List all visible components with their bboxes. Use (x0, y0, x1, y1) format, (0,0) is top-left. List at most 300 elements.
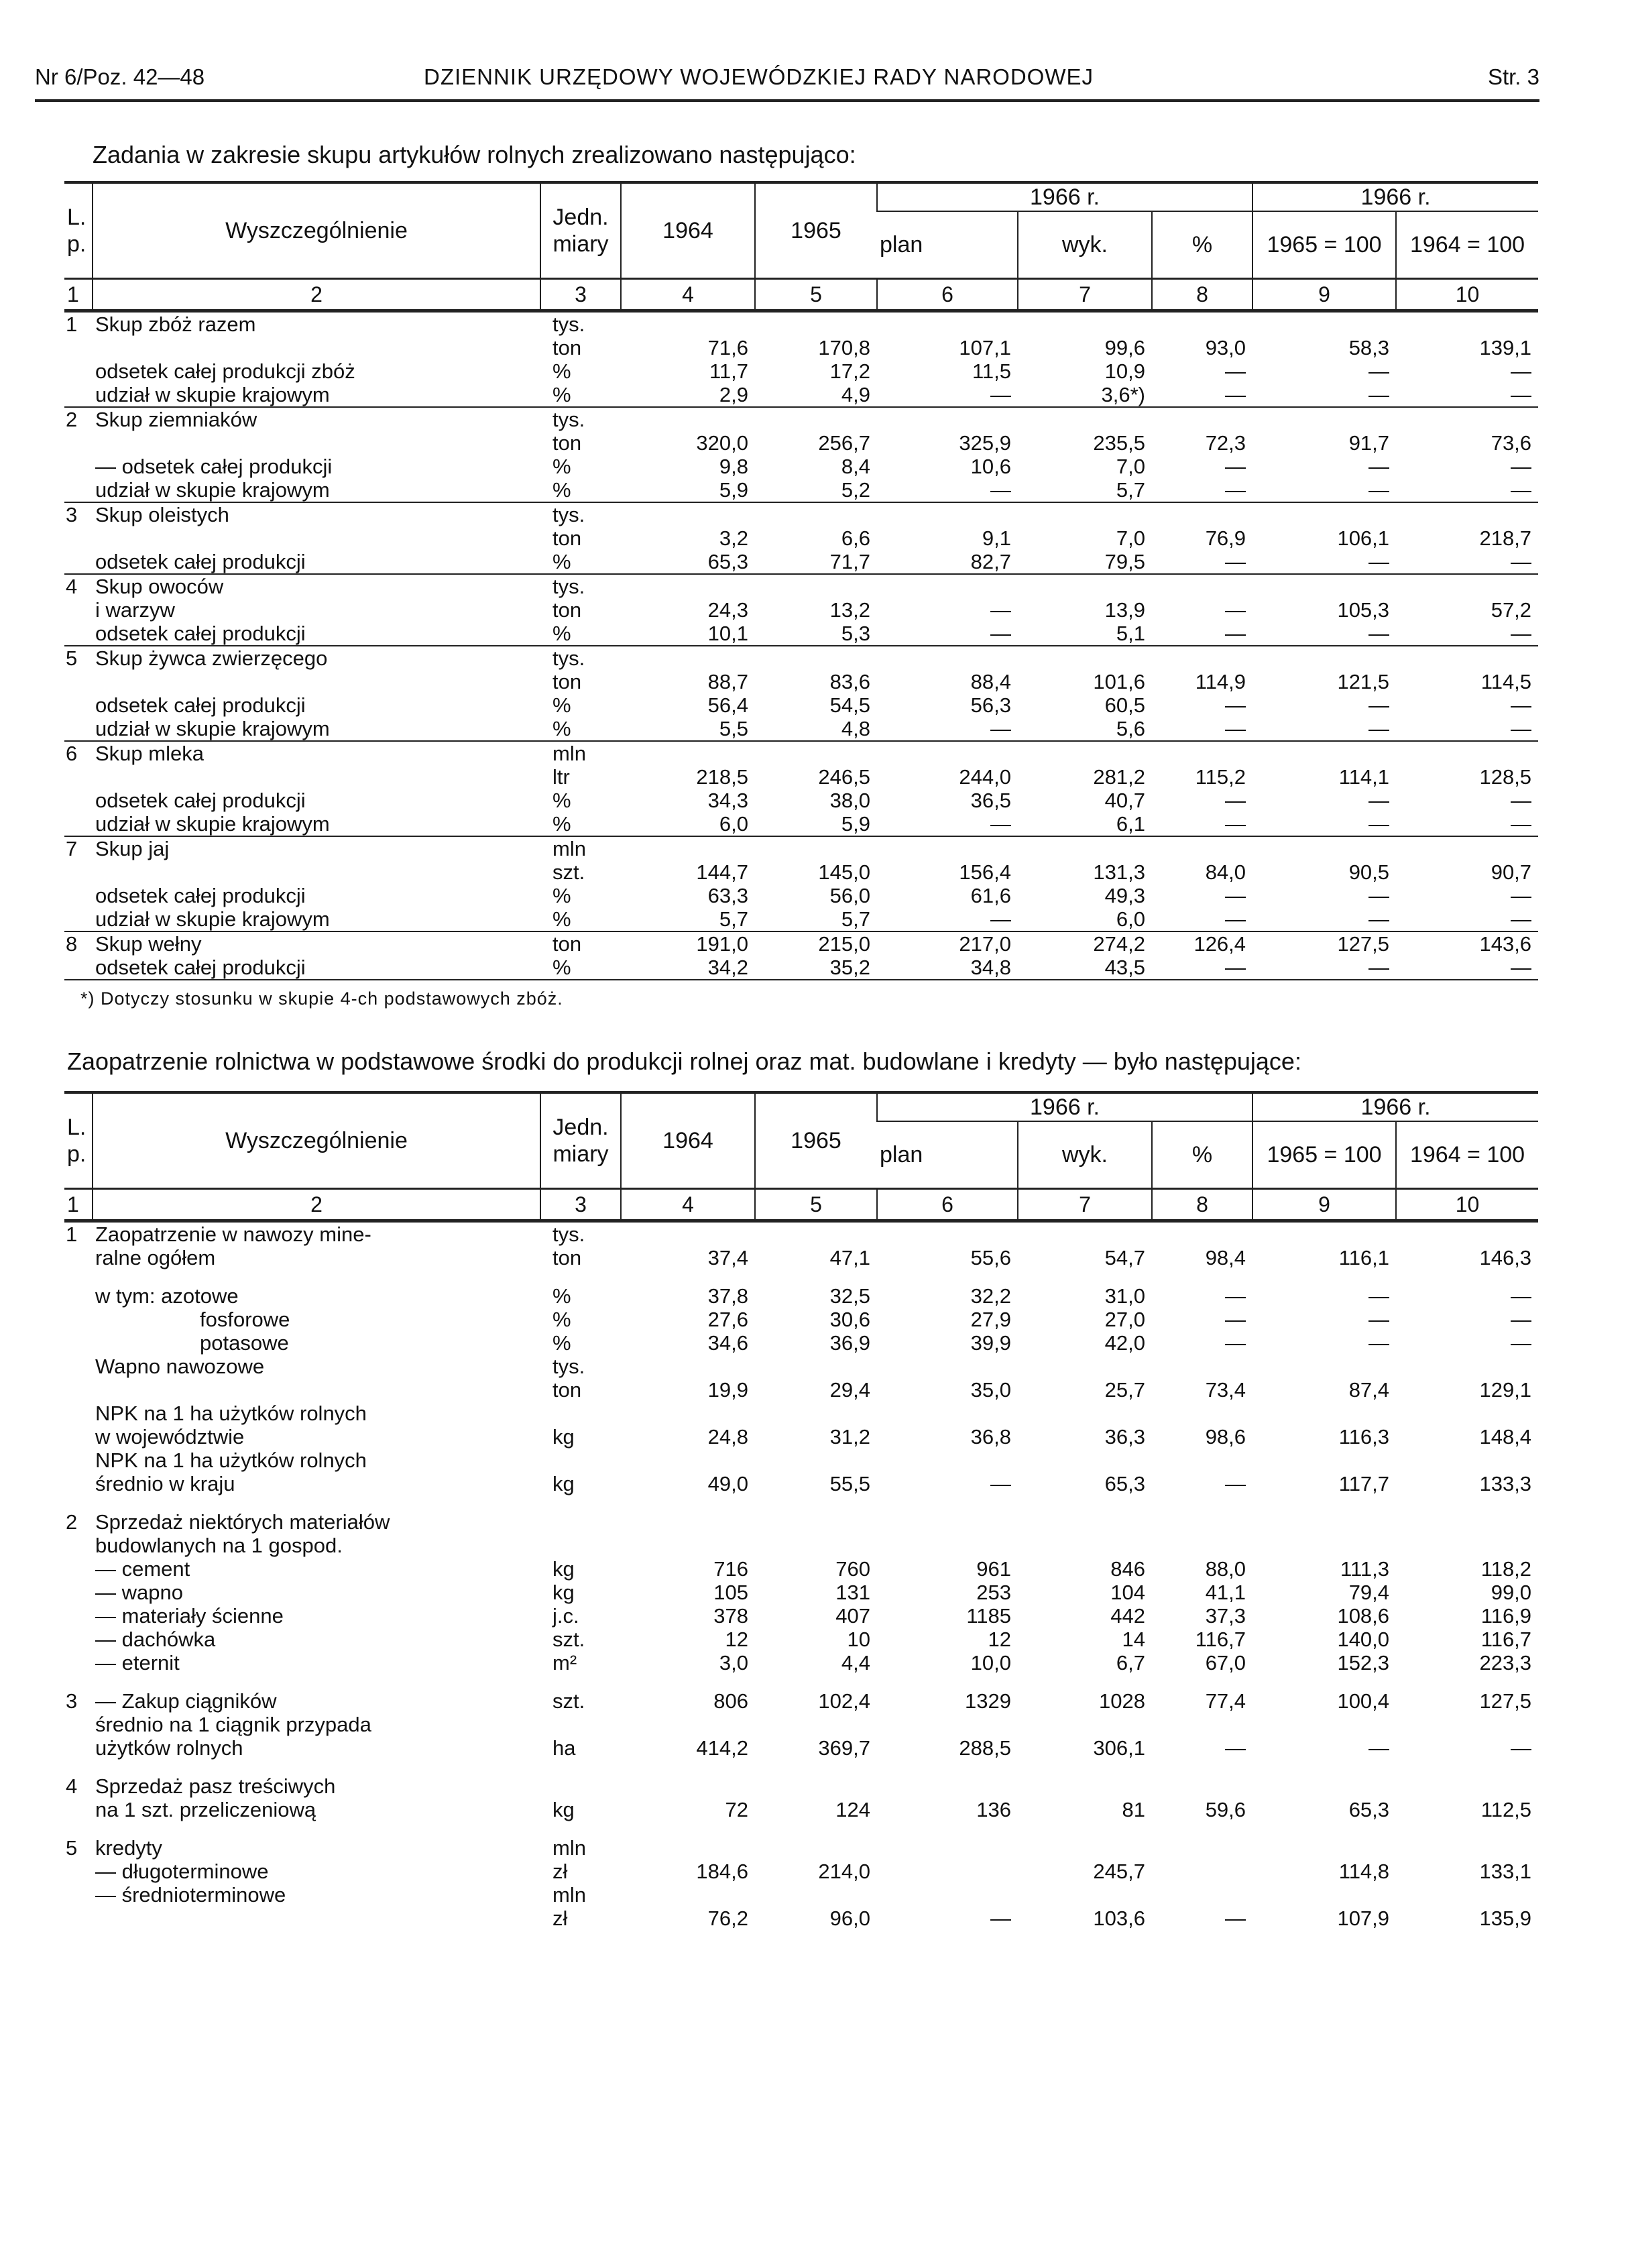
col-1965: 1965 (755, 1092, 877, 1188)
cell-value (621, 502, 755, 526)
purchase-row (64, 693, 1538, 717)
cell-value (877, 407, 1018, 431)
cell-value (1252, 1534, 1396, 1557)
cell-value (1152, 1774, 1252, 1798)
row-unit: zł (552, 1859, 568, 1883)
cell-value: 846 (1110, 1556, 1145, 1581)
row-unit: j.c. (552, 1603, 579, 1628)
cell-value: 37,3 (1205, 1603, 1246, 1628)
row-unit: kg (552, 1797, 575, 1821)
row-number: 2 (66, 1510, 78, 1534)
cell-value (621, 836, 755, 860)
header-issue: Nr 6/Poz. 42—48 (35, 64, 205, 89)
cell-value: — (1252, 717, 1396, 741)
cell-value (1152, 1402, 1252, 1425)
col-lp: L. p. (64, 1092, 93, 1188)
row-unit (540, 1774, 621, 1798)
row-number (64, 956, 93, 980)
cell-value: 38,0 (829, 788, 870, 812)
supply-row (64, 1425, 1538, 1449)
cell-value: 129,1 (1479, 1377, 1532, 1402)
spacer-cell (64, 1760, 1538, 1774)
cell-value: 56,4 (707, 693, 748, 717)
supply-row (64, 1378, 1538, 1402)
cell-value: — (1511, 1284, 1532, 1308)
row-number (64, 1472, 93, 1495)
cell-value: 121,5 (1337, 669, 1390, 693)
supply-row (64, 1604, 1538, 1628)
cell-value: 6,6 (841, 526, 870, 550)
cell-value: 99,0 (1491, 1580, 1532, 1604)
cell-value: — (1152, 717, 1252, 741)
cell-value: — (1152, 383, 1252, 407)
cell-value: 6,1 (1018, 812, 1152, 836)
col-1964-100: 1964 = 100 (1396, 1121, 1538, 1188)
cell-value: — (1225, 359, 1246, 383)
row-unit: % (552, 1284, 571, 1308)
cell-value (1018, 1449, 1152, 1472)
row-unit: m² (552, 1650, 577, 1675)
cell-value: 31,2 (829, 1424, 870, 1449)
supply-row (64, 1581, 1538, 1604)
cell-value (1252, 407, 1396, 431)
purchase-row (64, 383, 1538, 407)
cell-value (1252, 1449, 1396, 1472)
cell-value: 131,3 (1093, 860, 1145, 884)
purchase-row (64, 598, 1538, 622)
purchase-table (64, 181, 1538, 980)
cell-value: 35,2 (755, 956, 877, 980)
cell-value: — (1252, 812, 1396, 836)
row-unit: mln (552, 836, 586, 860)
cell-value: 34,2 (621, 956, 755, 980)
cell-value (877, 1510, 1018, 1534)
row-label: — materiały ścienne (95, 1603, 284, 1628)
cell-value: 27,6 (707, 1307, 748, 1331)
cell-value: 34,3 (707, 788, 748, 812)
row-label: — średnioterminowe (95, 1882, 286, 1907)
cell-value (755, 502, 877, 526)
supply-row (64, 1308, 1538, 1331)
cell-value: 325,9 (959, 431, 1011, 455)
cell-value (621, 1534, 755, 1557)
spacer-cell (64, 1495, 1538, 1510)
cell-value: 24,3 (707, 598, 748, 622)
row-number (64, 431, 93, 455)
cell-value: 59,6 (1205, 1797, 1246, 1821)
cell-value: 102,4 (818, 1689, 870, 1713)
spacer-row (64, 1675, 1538, 1689)
supply-table (64, 1091, 1538, 1930)
purchase-row (64, 550, 1538, 574)
cell-value (1396, 407, 1538, 431)
row-unit: % (552, 454, 571, 478)
col-lp: L. p. (64, 182, 93, 278)
supply-row (64, 1736, 1538, 1760)
row-unit: tys. (552, 646, 585, 670)
cell-value: 27,0 (1104, 1307, 1145, 1331)
cell-value: 36,8 (970, 1424, 1011, 1449)
cell-value: 112,5 (1480, 1797, 1532, 1821)
cell-value: 88,0 (1205, 1556, 1246, 1581)
cell-value: 115,2 (1195, 764, 1246, 789)
cell-value (1252, 574, 1396, 598)
cell-value (621, 1774, 755, 1798)
cell-value (877, 741, 1018, 765)
cell-value: — (1152, 478, 1252, 502)
cell-value: 101,6 (1093, 669, 1145, 693)
cell-value (1252, 836, 1396, 860)
row-number (64, 526, 93, 550)
cell-value: 54,5 (829, 693, 870, 717)
row-label: i warzyw (95, 598, 175, 622)
cell-value: 41,1 (1205, 1580, 1246, 1604)
row-unit: tys. (552, 407, 585, 431)
row-label: Skup wełny (95, 931, 202, 956)
col-spec: Wyszczególnienie (93, 1092, 540, 1188)
supply-row (64, 1883, 1538, 1907)
cell-value: 10 (847, 1627, 870, 1651)
cell-value: 65,3 (621, 550, 755, 574)
cell-value (877, 1534, 1018, 1557)
purchase-row (64, 836, 1538, 860)
cell-value: 106,1 (1337, 526, 1390, 550)
cell-value: 111,3 (1340, 1556, 1390, 1581)
cell-value: 256,7 (818, 431, 870, 455)
cell-value: — (1152, 622, 1252, 646)
row-unit: kg (552, 1424, 575, 1449)
cell-value: 6,0 (1018, 907, 1152, 931)
cell-value: — (1511, 1736, 1532, 1760)
supply-row (64, 1246, 1538, 1269)
cell-value: 19,9 (707, 1377, 748, 1402)
cell-value (877, 1860, 1018, 1883)
purchase-row (64, 884, 1538, 907)
cell-value: 1329 (965, 1689, 1011, 1713)
col-1965: 1965 (755, 182, 877, 278)
cell-value (1252, 1510, 1396, 1534)
cell-value: — (1368, 1307, 1390, 1331)
purchase-row (64, 310, 1538, 336)
cell-value: 90,5 (1348, 860, 1390, 884)
cell-value (1252, 1836, 1396, 1860)
cell-value (877, 646, 1018, 670)
row-label: kredyty (95, 1835, 162, 1860)
cell-value: — (990, 1471, 1011, 1495)
cell-value: 37,4 (707, 1245, 748, 1269)
cell-value: 67,0 (1205, 1650, 1246, 1675)
cell-value (621, 1836, 755, 1860)
cell-value: 30,6 (829, 1307, 870, 1331)
row-number (64, 1534, 93, 1557)
cell-value (1396, 1402, 1538, 1425)
row-number: 5 (66, 1835, 78, 1860)
cell-value: 126,4 (1193, 931, 1246, 956)
row-unit: tys. (552, 1222, 585, 1246)
row-number (64, 455, 93, 478)
row-unit: % (552, 1307, 571, 1331)
row-label: Skup oleistych (95, 502, 229, 526)
cell-value: — (1225, 883, 1246, 907)
cell-value: 72 (725, 1797, 748, 1821)
supply-row (64, 1355, 1538, 1378)
row-unit: ton (552, 931, 582, 956)
cell-value: 246,5 (818, 764, 870, 789)
purchase-row (64, 931, 1538, 956)
row-number (64, 383, 93, 407)
cell-value: 170,8 (818, 335, 870, 359)
purchase-row (64, 478, 1538, 502)
cell-value: 57,2 (1491, 598, 1532, 622)
cell-value: 4,8 (755, 717, 877, 741)
footnote: *) Dotyczy stosunku w skupie 4-ch podstawowych zbóż. (80, 988, 563, 1009)
col-spec: Wyszczególnienie (93, 182, 540, 278)
row-label: Sprzedaż pasz treściwych (95, 1774, 336, 1798)
cell-value: 7,0 (1116, 526, 1145, 550)
cell-value: — (1252, 622, 1396, 646)
cell-value: — (1396, 622, 1538, 646)
row-unit: kg (552, 1471, 575, 1495)
row-label: Skup mleka (95, 741, 204, 765)
cell-value: 116,3 (1338, 1424, 1390, 1449)
cell-value: 96,0 (829, 1906, 870, 1930)
cell-value: 12 (725, 1627, 748, 1651)
cell-value (621, 1510, 755, 1534)
cell-value: 107,1 (959, 335, 1011, 359)
cell-value: — (1225, 454, 1246, 478)
row-number (64, 336, 93, 359)
cell-value: 76,2 (707, 1906, 748, 1930)
col-unit: Jedn. miary (540, 1092, 621, 1188)
cell-value: — (1225, 788, 1246, 812)
cell-value: 152,3 (1337, 1650, 1390, 1675)
supply-row (64, 1689, 1538, 1713)
cell-value: 407 (835, 1603, 870, 1628)
cell-value: 108,6 (1337, 1603, 1390, 1628)
row-number (64, 789, 93, 812)
cell-value (1152, 741, 1252, 765)
cell-value (877, 1221, 1018, 1246)
cell-value: — (1511, 359, 1532, 383)
cell-value: — (877, 383, 1018, 407)
cell-value: 135,9 (1479, 1906, 1532, 1930)
cell-value: 37,8 (707, 1284, 748, 1308)
cell-value: 10,9 (1104, 359, 1145, 383)
cell-value: 79,4 (1348, 1580, 1390, 1604)
purchase-row (64, 646, 1538, 670)
cell-value: 223,3 (1479, 1650, 1532, 1675)
row-label: Skup ziemniaków (95, 407, 257, 431)
cell-value: 2,9 (621, 383, 755, 407)
cell-value: 156,4 (959, 860, 1011, 884)
cell-value: — (877, 478, 1018, 502)
spacer-row (64, 1821, 1538, 1836)
cell-value: 116,1 (1338, 1245, 1390, 1269)
cell-value (1152, 502, 1252, 526)
cell-value (1152, 310, 1252, 336)
cell-value: — (990, 598, 1011, 622)
supply-row (64, 1774, 1538, 1798)
row-label: użytków rolnych (95, 1736, 243, 1760)
row-unit: zł (552, 1906, 568, 1930)
cell-value: 36,9 (829, 1330, 870, 1355)
cell-value (621, 574, 755, 598)
row-label (93, 860, 540, 884)
row-label: na 1 szt. przeliczeniową (95, 1797, 316, 1821)
cell-value (877, 836, 1018, 860)
row-label: udział w skupie krajowym (93, 717, 540, 741)
cell-value: 55,5 (829, 1471, 870, 1495)
cell-value: — (1396, 907, 1538, 931)
cell-value: 13,9 (1104, 598, 1145, 622)
cell-value: 414,2 (696, 1736, 748, 1760)
cell-value: 58,3 (1348, 335, 1390, 359)
cell-value: 5,6 (1018, 717, 1152, 741)
col-group-1966-index: 1966 r. (1252, 1092, 1538, 1121)
cell-value: — (1225, 1284, 1246, 1308)
cell-value: 35,0 (970, 1377, 1011, 1402)
cell-value: 76,9 (1205, 526, 1246, 550)
col-1964: 1964 (621, 1092, 755, 1188)
row-number (64, 1331, 93, 1355)
cell-value: 40,7 (1104, 788, 1145, 812)
column-numbers-row: 1 2 3 4 5 6 7 8 9 10 (64, 278, 1538, 310)
row-number (64, 550, 93, 574)
cell-value: — (1368, 359, 1390, 383)
row-number: 3 (66, 502, 78, 526)
cell-value: 98,4 (1205, 1245, 1246, 1269)
row-unit: szt. (552, 1689, 585, 1713)
cell-value: 127,5 (1337, 931, 1390, 956)
cell-value: — (1152, 907, 1252, 931)
cell-value: — (1225, 598, 1246, 622)
row-unit: tys. (552, 502, 585, 526)
cell-value: 34,6 (707, 1330, 748, 1355)
cell-value: 148,4 (1479, 1424, 1532, 1449)
purchase-row (64, 956, 1538, 980)
purchase-row (64, 765, 1538, 789)
row-label: Skup owoców (95, 574, 224, 598)
cell-value (1152, 1883, 1252, 1907)
cell-value: 60,5 (1104, 693, 1145, 717)
page-header (35, 64, 1539, 102)
row-number: 7 (66, 836, 78, 860)
cell-value: 5,7 (1018, 478, 1152, 502)
row-label: ralne ogółem (95, 1245, 216, 1269)
purchase-row (64, 526, 1538, 550)
cell-value: — (1511, 883, 1532, 907)
supply-row (64, 1331, 1538, 1355)
purchase-row (64, 455, 1538, 478)
col-group-1966: 1966 r. (877, 1092, 1252, 1121)
row-number (64, 1355, 93, 1378)
cell-value (877, 1355, 1018, 1378)
row-number (64, 670, 93, 693)
cell-value: — (1152, 550, 1252, 574)
cell-value: 10,1 (621, 622, 755, 646)
row-unit (540, 1534, 621, 1557)
cell-value (621, 310, 755, 336)
row-label (93, 431, 540, 455)
row-number (64, 1557, 93, 1581)
cell-value: 118,2 (1480, 1556, 1532, 1581)
row-number (64, 1736, 93, 1760)
purchase-row (64, 907, 1538, 931)
row-number: 6 (66, 741, 78, 765)
row-number (64, 1425, 93, 1449)
row-unit: % (540, 812, 621, 836)
row-number (64, 907, 93, 931)
row-number (64, 765, 93, 789)
cell-value (1018, 1774, 1152, 1798)
cell-value: 1185 (966, 1603, 1011, 1628)
cell-value: 24,8 (707, 1424, 748, 1449)
cell-value: 116,7 (1195, 1627, 1246, 1651)
supply-row (64, 1534, 1538, 1557)
cell-value (755, 1402, 877, 1425)
cell-value (1152, 1355, 1252, 1378)
cell-value (621, 1883, 755, 1907)
cell-value (755, 1883, 877, 1907)
cell-value: 36,3 (1104, 1424, 1145, 1449)
cell-value: 65,3 (1348, 1797, 1390, 1821)
cell-value (877, 574, 1018, 598)
purchase-row (64, 359, 1538, 383)
col-1964: 1964 (621, 182, 755, 278)
cell-value: 369,7 (818, 1736, 870, 1760)
row-number (64, 693, 93, 717)
row-number (64, 1651, 93, 1675)
cell-value (621, 1355, 755, 1378)
cell-value (1018, 1713, 1152, 1736)
row-label: Skup jaj (95, 836, 170, 860)
cell-value: 215,0 (818, 931, 870, 956)
row-number (64, 1402, 93, 1425)
purchase-row (64, 431, 1538, 455)
cell-value (1396, 1449, 1538, 1472)
col-1965-100: 1965 = 100 (1252, 211, 1396, 278)
cell-value (755, 1534, 877, 1557)
cell-value: 71,6 (707, 335, 748, 359)
row-label: udział w skupie krajowym (93, 907, 540, 931)
row-unit: % (552, 788, 571, 812)
cell-value (755, 836, 877, 860)
row-unit: ha (552, 1736, 576, 1760)
cell-value: 9,8 (719, 454, 748, 478)
cell-value (1252, 1774, 1396, 1798)
cell-value (621, 407, 755, 431)
row-label: w tym: azotowe (95, 1284, 239, 1308)
cell-value: 114,1 (1338, 764, 1390, 789)
row-label: — odsetek całej produkcji (95, 454, 333, 478)
cell-value: — (1511, 1330, 1532, 1355)
cell-value (877, 1449, 1018, 1472)
cell-value (1396, 836, 1538, 860)
cell-value (1018, 1534, 1152, 1557)
row-label: odsetek całej produkcji (93, 550, 540, 574)
cell-value: — (877, 622, 1018, 646)
cell-value: 133,1 (1479, 1859, 1532, 1883)
col-group-1966: 1966 r. (877, 182, 1252, 211)
cell-value (1252, 1713, 1396, 1736)
row-unit: kg (552, 1580, 575, 1604)
cell-value: — (1368, 1736, 1390, 1760)
cell-value (1018, 574, 1152, 598)
cell-value: — (1225, 1906, 1246, 1930)
cell-value: — (1252, 907, 1396, 931)
spacer-row (64, 1269, 1538, 1284)
cell-value: 54,7 (1104, 1245, 1145, 1269)
